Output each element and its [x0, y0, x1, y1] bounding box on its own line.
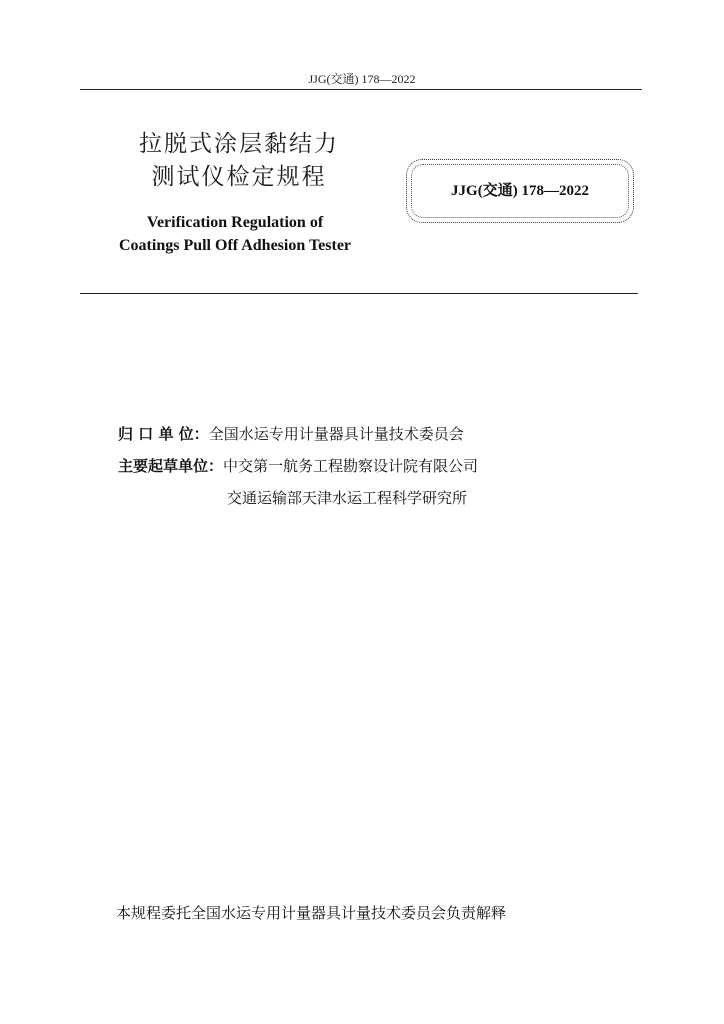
drafting-unit-label: 主要起草单位	[118, 457, 209, 475]
section-divider	[80, 293, 638, 294]
responsible-unit-colon: ：	[193, 425, 209, 443]
drafting-unit-value-2: 交通运输部天津水运工程科学研究所	[227, 489, 468, 507]
drafting-unit-row	[118, 455, 478, 477]
chinese-title-line-1: 拉脱式涂层黏结力	[139, 131, 339, 157]
english-title-line-1: Verification Regulation of	[146, 214, 324, 231]
drafting-unit-row-2	[227, 487, 467, 509]
responsible-unit-value: 全国水运专用计量器具计量技术委员会	[208, 425, 464, 443]
english-title	[96, 211, 374, 257]
chinese-title-line-2: 测试仪检定规程	[151, 164, 327, 190]
responsible-unit-row	[118, 423, 464, 445]
regulation-code: JJG(交通) 178—2022	[451, 183, 589, 199]
running-header: JJG(交通) 178—2022	[308, 72, 416, 86]
drafting-unit-value-1: 中交第一航务工程勘察设计院有限公司	[223, 457, 479, 475]
chinese-title	[104, 128, 374, 194]
drafting-unit-colon: ：	[208, 457, 224, 475]
interpretation-note: 本规程委托全国水运专用计量器具计量技术委员会负责解释	[116, 904, 507, 922]
responsible-unit-label: 归 口 单 位	[118, 425, 194, 443]
header-divider	[80, 89, 642, 90]
english-title-line-2: Coatings Pull Off Adhesion Tester	[118, 237, 352, 254]
